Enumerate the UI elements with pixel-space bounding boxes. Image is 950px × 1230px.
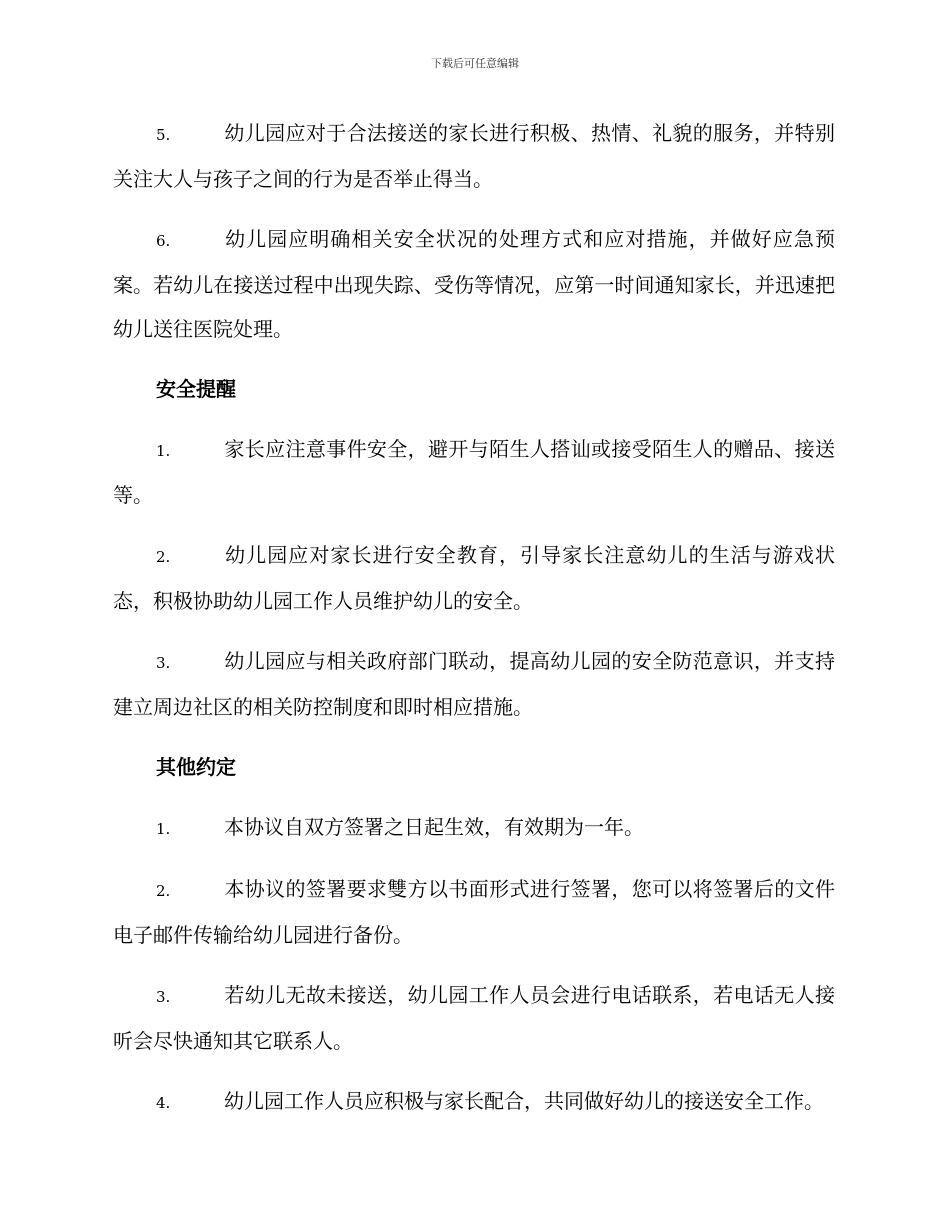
- list-item: [113, 1079, 835, 1125]
- item-text: 本协议的签署要求雙方以书面形式进行签署，您可以将签署后的文件电子邮件传输给幼儿园进行备份。: [113, 877, 835, 947]
- item-text: 幼儿园应与相关政府部门联动，提高幼儿园的安全防范意识，并支持建立周边社区的相关防控制度和即时相应措施。: [113, 649, 835, 719]
- item-number: 2.: [156, 548, 171, 566]
- list-item: [113, 867, 835, 957]
- list-item: [113, 111, 835, 201]
- item-number: 5.: [156, 126, 171, 144]
- section-heading-other: 其他约定: [156, 755, 236, 779]
- list-item: [113, 427, 835, 517]
- document-body: [113, 111, 835, 1141]
- list-item: [113, 217, 835, 351]
- item-text: 本协议自双方签署之日起生效，有效期为一年。: [224, 815, 644, 839]
- list-item: [113, 805, 835, 851]
- list-item: [113, 639, 835, 729]
- list-item: [113, 973, 835, 1063]
- item-number: 1.: [156, 820, 171, 838]
- item-number: 3.: [156, 654, 171, 672]
- item-number: 2.: [156, 882, 171, 900]
- list-item: [113, 533, 835, 623]
- item-number: 1.: [156, 442, 171, 460]
- item-text: 家长应注意事件安全，避开与陌生人搭讪或接受陌生人的赠品、接送等。: [113, 437, 835, 507]
- item-number: 4.: [156, 1094, 171, 1112]
- item-text: 若幼儿无故未接送，幼儿园工作人员会进行电话联系，若电话无人接听会尽快通知其它联系人。: [113, 983, 835, 1053]
- item-number: 3.: [156, 988, 171, 1006]
- item-text: 幼儿园工作人员应积极与家长配合，共同做好幼儿的接送安全工作。: [224, 1089, 824, 1113]
- item-text: 幼儿园应对家长进行安全教育，引导家长注意幼儿的生活与游戏状态，积极协助幼儿园工作人员维护幼儿的安全。: [113, 543, 835, 613]
- page-header-note: 下载后可任意编辑: [431, 57, 519, 70]
- item-text: 幼儿园应对于合法接送的家长进行积极、热情、礼貌的服务，并特别关注大人与孩子之间的行为是否举止得当。: [113, 121, 835, 191]
- section-heading-safety: 安全提醒: [156, 377, 236, 401]
- item-text: 幼儿园应明确相关安全状况的处理方式和应对措施，并做好应急预案。若幼儿在接送过程中出现失踪、受伤等情况，应第一时间通知家长，并迅速把幼儿送往医院处理。: [113, 227, 835, 341]
- item-number: 6.: [156, 232, 171, 250]
